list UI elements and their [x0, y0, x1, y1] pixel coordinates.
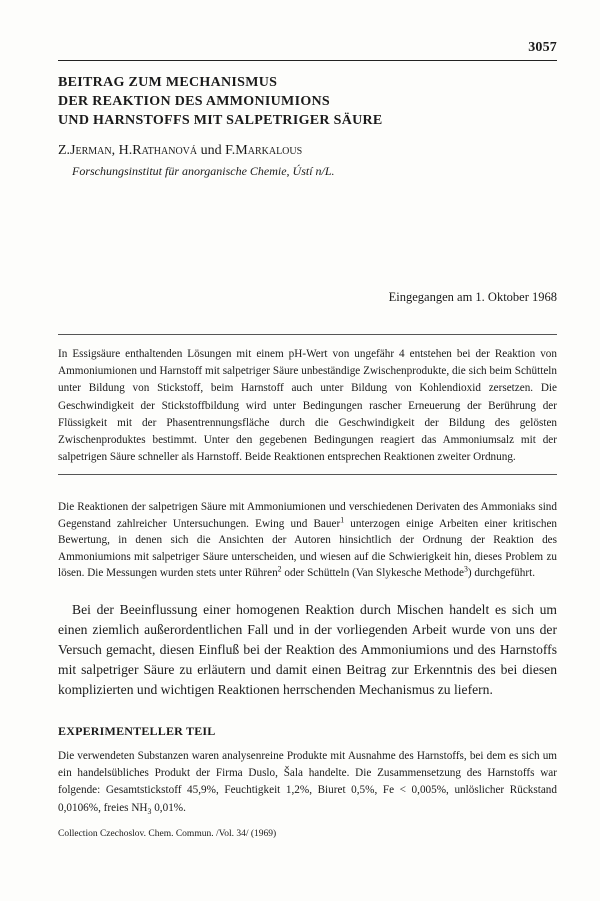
author-list [58, 143, 302, 159]
header-rule [58, 60, 557, 61]
intro-paragraph [58, 499, 557, 582]
section-heading: EXPERIMENTELLER TEIL [58, 724, 216, 738]
reference-3: 3 [463, 564, 468, 574]
affiliation: Forschungsinstitut für anorganische Chemie, Ústí n/L. [72, 164, 335, 178]
title-line-1: BEITRAG ZUM MECHANISMUS [58, 75, 278, 90]
reference-1: 1 [340, 514, 345, 524]
body-paragraph: Bei der Beeinflussung einer homogenen Reaktion durch Mischen handelt es sich um einen ziemlich außerordentlichen Fall und in der vorliegenden Arbeit wurde von uns der Versuch gemacht, diesen Einfluß bei der Reaktion des Ammoniumions und des Harnstoffs mit salpetriger Säure zu erläutern und damit einen Beitrag zur Erkenntnis des bei diesen komplizierten und wichtigen Reaktionen herrschenden Mechanismus zu liefern. [58, 602, 557, 697]
abstract-rule-bottom [58, 474, 557, 475]
author-separator-1: , [111, 143, 119, 158]
experimental-text-2: 0,01%. [151, 801, 186, 814]
intro-text-3: oder Schütteln (Van Slykesche Methode [281, 567, 464, 580]
author-separator-2: und [197, 143, 226, 158]
received-date: Eingegangen am 1. Oktober 1968 [388, 290, 557, 304]
title-line-3: UND HARNSTOFFS MIT SALPETRIGER SÄURE [58, 113, 383, 128]
journal-footer: Collection Czechoslov. Chem. Commun. /Vol. 34/ (1969) [58, 829, 277, 839]
experimental-paragraph [58, 748, 557, 817]
subscript-3: 3 [147, 806, 152, 816]
author-3: F.Markalous [225, 143, 303, 158]
experimental-text-1: Die verwendeten Substanzen waren analysenreine Produkte mit Ausnahme des Harnstoffs, bei dem es sich um ein handelsübliches Produkt der Firma Duslo, Šala handelte. Die Zusammensetzung des Harnstoffs war folgende: Gesamtstickstoff 45,9%, Feuchtigkeit 1,2%, Biuret 0,5%, Fe < 0,005%, unlöslicher Rückstand 0,0106%, freies NH [58, 750, 557, 814]
abstract: In Essigsäure enthaltenden Lösungen mit einem pH-Wert von ungefähr 4 entstehen bei der Reaktion von Ammoniumionen und Harnstoff mit salpetriger Säure unbeständige Zwischenprodukte, die sich beim Schütteln unter Bildung von Stickstoff, beim Harnstoff auch unter Bildung von Kohlendioxid zersetzen. Die Geschwindigkeit der Stickstoffbildung wird unter Bedingungen rascher Erneuerung der Berührung der Flüssigkeit mit der Phasentrennungsfläche durch die Geschwindigkeit der Bildung des gelösten Zwischenproduktes bestimmt. Unter den gegebenen Bedingungen reagiert das Ammoniumsalz mit der salpetrigen Säure schneller als Harnstoff. Beide Reaktionen entsprechen Reaktionen zweiter Ordnung. [58, 348, 557, 464]
intro-text-1: Die Reaktionen der salpetrigen Säure mit Ammoniumionen und verschiedenen Derivaten des Ammoniaks sind Gegenstand zahlreicher Untersuchungen. Ewing und Bauer [58, 501, 557, 530]
article-title [58, 73, 558, 130]
abstract-rule-top [58, 334, 557, 335]
reference-2: 2 [277, 564, 282, 574]
title-line-2: DER REAKTION DES AMMONIUMIONS [58, 94, 330, 109]
author-2: H.Rathanová [118, 143, 198, 158]
page-number: 3057 [528, 40, 557, 55]
body-section [58, 600, 557, 700]
author-1: Z.Jerman [58, 143, 112, 158]
intro-text-2: unterzogen einige Arbeiten einer kritischen Bewertung, in denen sich die Ansichten der Autoren hinsichtlich der Ordnung der Reaktion des Ammoniumions mit salpetriger Säure unterscheiden, und wiesen auf die Schwierigkeit hin, dieses Problem zu lösen. Die Messungen wurden stets unter Rühren [58, 517, 557, 580]
intro-text-4: ) durchgeführt. [467, 567, 535, 580]
